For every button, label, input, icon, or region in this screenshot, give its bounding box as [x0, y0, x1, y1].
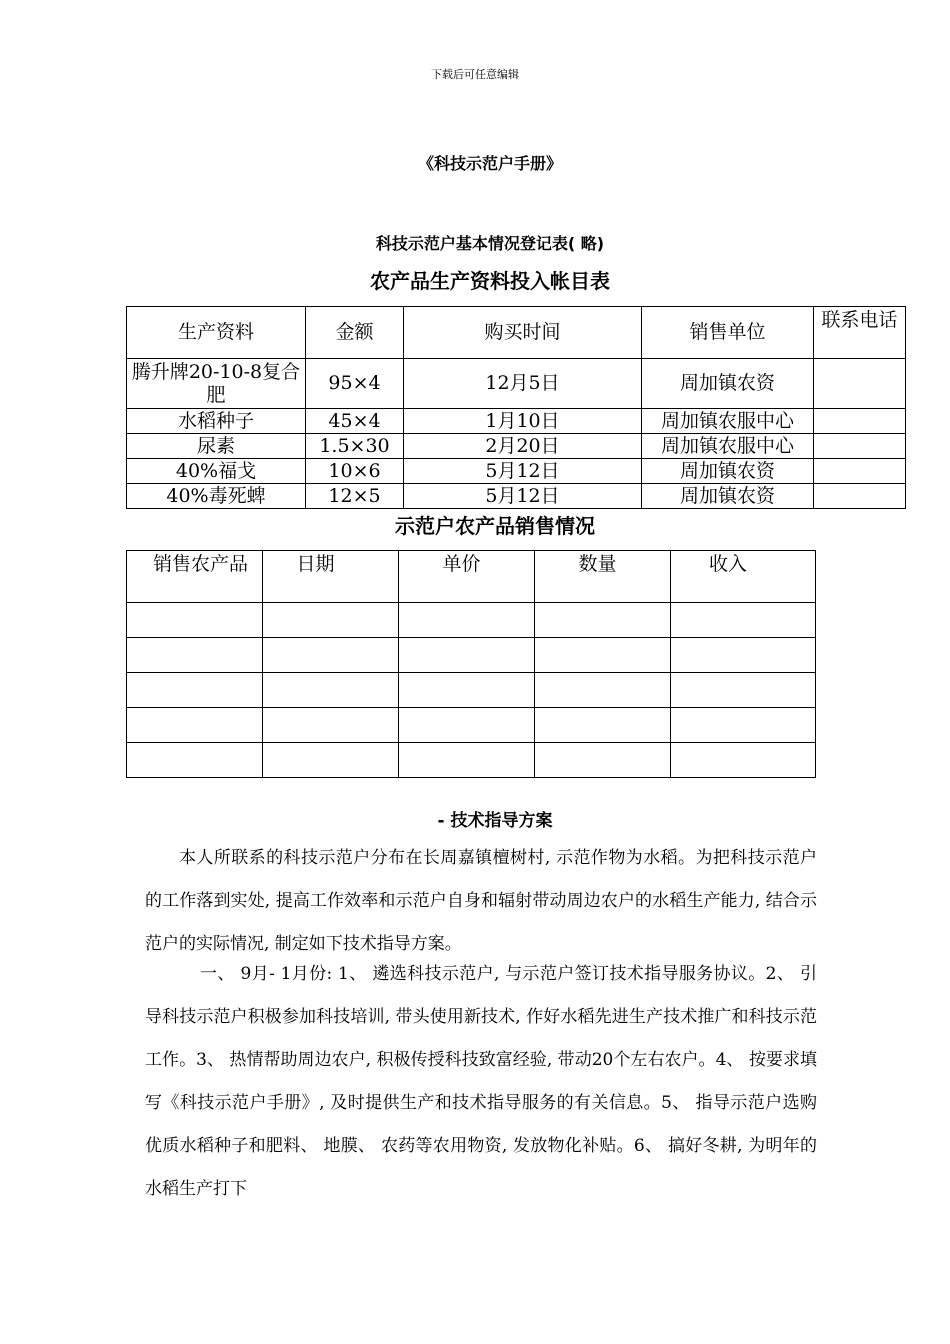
ledger-cell-amount: 95×4: [306, 359, 404, 409]
empty-cell: [127, 603, 263, 638]
ledger-table: [126, 306, 906, 509]
ledger-cell-phone: [814, 409, 906, 434]
ledger-cell-seller: 周加镇农服中心: [642, 409, 814, 434]
ledger-cell-phone: [814, 359, 906, 409]
empty-cell: [535, 603, 671, 638]
empty-cell: [671, 603, 816, 638]
sales-header-cell: 数量: [535, 551, 671, 603]
empty-cell: [671, 743, 816, 778]
ledger-cell-date: 12月5日: [404, 359, 642, 409]
table-row: [127, 708, 816, 743]
guidance-item-paragraph: 一、 9月- 1月份: 1、 遴选科技示范户, 与示范户签订技术指导服务协议。2、 引导科技示范户积极参加科技培训, 带头使用新技术, 作好水稻先进生产技术推广和科技示范工作。3、 热情帮助周边农户, 积极传授科技致富经验, 带动20个左右农户。4、 按要求填写《科技示范户手册》, 及时提供生产和技术指导服务的有关信息。5、 指导示范户选购优质水稻种子和肥料、 地膜、 农药等农用物资, 发放物化补贴。6、 搞好冬耕, 为明年的水稻生产打下: [145, 964, 817, 1199]
ledger-cell-amount: 45×4: [306, 409, 404, 434]
empty-cell: [263, 743, 399, 778]
ledger-cell-date: 2月20日: [404, 434, 642, 459]
ledger-header-row: [127, 307, 906, 359]
document-title: 《科技示范户手册》: [417, 154, 562, 173]
ledger-cell-date: 1月10日: [404, 409, 642, 434]
sales-header-cell: 销售农产品: [127, 551, 263, 603]
empty-cell: [127, 708, 263, 743]
empty-cell: [535, 708, 671, 743]
ledger-cell-date: 5月12日: [404, 484, 642, 509]
ledger-table-title: 农产品生产资料投入帐目表: [370, 269, 610, 293]
sales-header-cell: 日期: [263, 551, 399, 603]
empty-cell: [399, 638, 535, 673]
table-row: [127, 484, 906, 509]
ledger-header-cell: 购买时间: [404, 307, 642, 359]
ledger-cell-material: 尿素: [127, 434, 306, 459]
empty-cell: [399, 603, 535, 638]
empty-cell: [535, 638, 671, 673]
ledger-cell-seller: 周加镇农服中心: [642, 434, 814, 459]
sales-header-cell: 收入: [671, 551, 816, 603]
table-row: [127, 434, 906, 459]
table-row: [127, 459, 906, 484]
ledger-cell-phone: [814, 484, 906, 509]
empty-cell: [671, 673, 816, 708]
ledger-header-cell: 生产资料: [127, 307, 306, 359]
ledger-cell-material: 40%福戈: [127, 459, 306, 484]
ledger-cell-amount: 10×6: [306, 459, 404, 484]
sales-header-row: [127, 551, 816, 603]
header-note: 下载后可任意编辑: [431, 68, 519, 81]
ledger-cell-material: 40%毒死蜱: [127, 484, 306, 509]
ledger-cell-amount: 12×5: [306, 484, 404, 509]
ledger-cell-phone: [814, 459, 906, 484]
ledger-cell-seller: 周加镇农资: [642, 459, 814, 484]
table-row: [127, 359, 906, 409]
ledger-header-cell: 金额: [306, 307, 404, 359]
empty-cell: [671, 638, 816, 673]
ledger-cell-seller: 周加镇农资: [642, 484, 814, 509]
empty-cell: [535, 673, 671, 708]
empty-cell: [399, 708, 535, 743]
ledger-cell-material: 水稻种子: [127, 409, 306, 434]
empty-cell: [263, 708, 399, 743]
ledger-cell-phone: [814, 434, 906, 459]
empty-cell: [263, 603, 399, 638]
table-row: [127, 673, 816, 708]
table-row: [127, 638, 816, 673]
empty-cell: [399, 673, 535, 708]
ledger-header-cell: 联系电话: [814, 307, 906, 359]
empty-cell: [127, 673, 263, 708]
table-row: [127, 743, 816, 778]
empty-cell: [263, 673, 399, 708]
empty-cell: [535, 743, 671, 778]
table-row: [127, 409, 906, 434]
guidance-section-title: - 技术指导方案: [437, 811, 553, 831]
sales-header-cell: 单价: [399, 551, 535, 603]
sales-table: [126, 550, 816, 778]
empty-cell: [127, 743, 263, 778]
ledger-cell-amount: 1.5×30: [306, 434, 404, 459]
ledger-cell-date: 5月12日: [404, 459, 642, 484]
ledger-cell-seller: 周加镇农资: [642, 359, 814, 409]
ledger-cell-material: 腾升牌20-10-8复合肥: [127, 359, 306, 409]
empty-cell: [399, 743, 535, 778]
sales-table-title: 示范户农产品销售情况: [395, 514, 595, 538]
table-row: [127, 603, 816, 638]
empty-cell: [263, 638, 399, 673]
registration-form-title: 科技示范户基本情况登记表( 略): [375, 234, 605, 253]
ledger-header-cell: 销售单位: [642, 307, 814, 359]
empty-cell: [127, 638, 263, 673]
guidance-intro-paragraph: 本人所联系的科技示范户分布在长周嘉镇檀树村, 示范作物为水稻。为把科技示范户的工作落到实处, 提高工作效率和示范户自身和辐射带动周边农户的水稻生产能力, 结合示范户的实际情况, 制定如下技术指导方案。: [145, 848, 817, 954]
empty-cell: [671, 708, 816, 743]
